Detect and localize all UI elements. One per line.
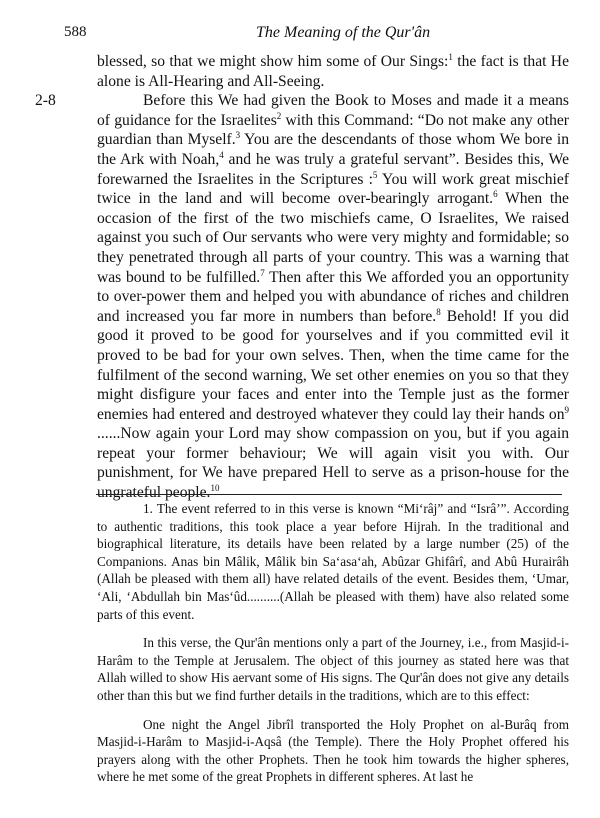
footnote-marker: 4 <box>219 149 224 160</box>
footnote-marker: 9 <box>564 404 569 415</box>
footnote-marker: 1 <box>448 51 453 62</box>
text-run: You will work great mischief twice in the land and will become over-bearingly arrogant. <box>97 170 570 208</box>
page-number: 588 <box>64 24 87 40</box>
text-run: You are the descendants of those whom We bore in the Ark with Noah, <box>97 131 569 168</box>
footnote-1: 1. The event referred to in this verse is known “Mi‘râj” and “Isrâ’”. According to authentic traditions, this took place a year before Hijrah. In the traditional and biographical literature, its details have been related by a large number (25) of the Companions. Anas bin Mâlik, Mâlik bin Sa‘asa‘ah, Abûzar Ghifârî, and Abû Hurairâh (Allah be pleased with them all) have related details of the event. Besides them, ‘Umar, ‘Ali, ‘Abdullah bin Mas‘ûd..........(Allah be pleased with them) have also related some parts of this event. <box>97 501 569 622</box>
footnote-marker: 10 <box>210 482 220 493</box>
text-run: When the occasion of the first of the two mischiefs came, O Israelites, We raised against you such of Our servants who were very mighty and formidable; so they penetrated through all parts of your country. This was a warning that was bound to be fulfilled. <box>97 190 569 286</box>
text-run: with this Command: “Do not make any other guardian than Myself. <box>97 111 569 149</box>
text-run: blessed, so that we might show him some of Our Sings: <box>97 53 449 70</box>
footnote-marker: 7 <box>260 267 265 278</box>
text-run: Behold! If you did good it proved to be good for yourselves and if you committed evil it proved to be bad for your own selves. Then, when the time came for the fulfilment of the second warning, We set other enemies on you so that they might disfigure your faces and enter into the Temple just as the former enemies had entered and destroyed whatever they could lay their hands on <box>97 307 569 423</box>
footnotes-section <box>97 500 569 797</box>
verse-paragraph <box>35 91 570 502</box>
footnote-marker: 2 <box>276 110 282 121</box>
text-run: the fact is that He alone is All-Hearing and All-Seeing. <box>97 53 569 90</box>
running-title: The Meaning of the Qur'ân <box>256 24 431 41</box>
text-run: Then after this We afforded you an opportunity to over-power them and helped you with abundance of riches and children and increased you far more in numbers than before. <box>97 268 569 325</box>
main-text <box>35 51 570 503</box>
text-run: and he was truly a grateful servant”. Besides this, We forewarned the Israelites in the Scriptures : <box>97 150 569 188</box>
page-header <box>0 24 600 48</box>
footnote-marker: 3 <box>235 130 241 141</box>
verse-reference: 2-8 <box>35 92 56 110</box>
footnote-paragraph: One night the Angel Jibrîl transported the Holy Prophet on al-Burâq from Masjid-i-Harâm to Masjid-i-Aqsâ (the Temple). There the Holy Prophet offered his prayers along with the other Prophets. Then he took him towards the higher spheres, where he met some of the great Prophets in different spheres. At last he <box>97 716 569 785</box>
text-run: ......Now again your Lord may show compassion on you, but if you again repeat your former behaviour; We will again visit you with. Our punishment, for We have prepared Hell to serve as a prison-house for the ungrateful people. <box>97 425 569 502</box>
footnote-marker: 6 <box>493 188 498 199</box>
footnote-marker: 5 <box>372 169 378 180</box>
footnote-divider <box>96 494 562 495</box>
footnote-paragraph: In this verse, the Qur'ân mentions only a part of the Journey, i.e., from Masjid-i-Harâm to the Temple at Jerusalem. The object of this journey as stated here was that Allah willed to show His aervant some of His signs. The Qur'ân does not give any details other than this but we find further details in the traditions, which are to this effect: <box>97 635 569 703</box>
footnote-marker: 8 <box>436 306 441 317</box>
opening-paragraph <box>97 52 569 91</box>
text-run: Before this We had given the Book to Moses and made it a means of guidance for the Israelites <box>97 92 569 129</box>
